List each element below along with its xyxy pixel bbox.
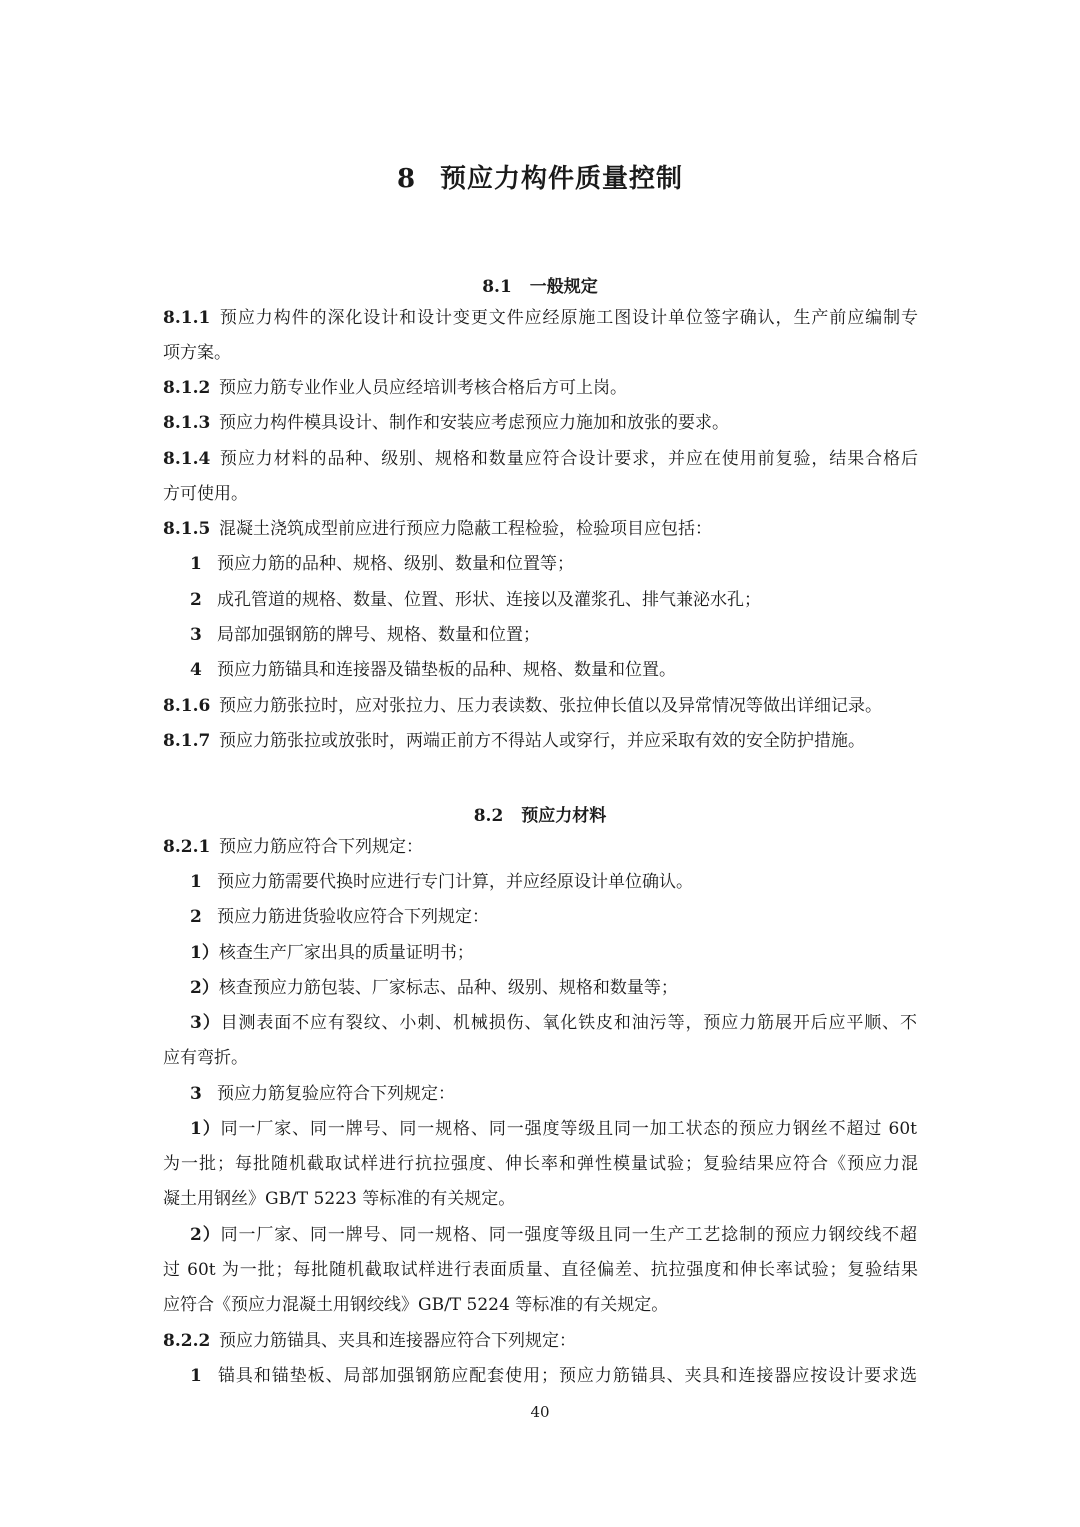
section-title-8-2 [0,801,1080,826]
clause-number: 8.1.7 [163,731,211,751]
item-text: 局部加强钢筋的牌号、规格、数量和位置； [217,625,540,645]
item-text: 锚具和锚垫板、局部加强钢筋应配套使用；预应力筋锚具、夹具和连接器应按设计要求选 [217,1366,917,1386]
clause-text: 预应力筋张拉时，应对张拉力、压力表读数、张拉伸长值以及异常情况等做出详细记录。 [219,696,882,716]
sub-item-number: 2） [190,978,219,998]
sub-item [190,978,678,998]
chapter-number: 8 [396,164,417,194]
section-title-8-1 [0,272,1080,297]
sub-item [190,1225,917,1245]
item-number: 3 [190,1084,202,1104]
clause-8-1-6 [163,696,882,716]
item-number: 2 [190,907,202,927]
sub-item-text: 应有弯折。 [163,1048,248,1068]
chapter-title-text: 预应力构件质量控制 [440,164,684,194]
clause-8-1-7 [163,731,865,751]
item-text: 预应力筋锚具和连接器及锚垫板的品种、规格、数量和位置。 [217,660,676,680]
clause-8-1-2 [163,378,627,398]
sub-item-number: 2） [190,1225,221,1245]
list-item [190,590,761,610]
list-item [190,625,540,645]
sub-item-continued [163,1260,918,1280]
sub-item-continued [163,1048,248,1068]
sub-item-text: 凝土用钢丝》GB/T 5223 等标准的有关规定。 [163,1189,516,1209]
clause-8-1-4-continued [163,484,248,504]
section-title-text: 一般规定 [529,277,598,297]
clause-text: 预应力筋张拉或放张时，两端正前方不得站人或穿行，并应采取有效的安全防护措施。 [219,731,865,751]
item-number: 2 [190,590,202,610]
list-item [190,554,574,574]
item-number: 1 [190,1366,202,1386]
sub-item-number: 3） [190,1013,221,1033]
clause-text: 预应力筋应符合下列规定： [219,837,423,857]
sub-item [190,1013,917,1033]
sub-item-number: 1） [190,943,219,963]
clause-text: 预应力筋专业作业人员应经培训考核合格后方可上岗。 [219,378,627,398]
list-item [190,1084,455,1104]
chapter-title [0,158,1080,195]
clause-number: 8.2.2 [163,1331,211,1351]
sub-item-text: 为一批；每批随机截取试样进行抗拉强度、伸长率和弹性模量试验；复验结果应符合《预应力混 [163,1154,918,1174]
sub-item-text: 过 60t 为一批；每批随机截取试样进行表面质量、直径偏差、抗拉强度和伸长率试验；复验结果 [163,1260,918,1280]
sub-item-text: 目测表面不应有裂纹、小刺、机械损伤、氧化铁皮和油污等，预应力筋展开后应平顺、不 [220,1013,917,1033]
sub-item-text: 同一厂家、同一牌号、同一规格、同一强度等级且同一生产工艺捻制的预应力钢绞线不超 [220,1225,917,1245]
clause-text: 项方案。 [163,343,231,363]
item-text: 成孔管道的规格、数量、位置、形状、连接以及灌浆孔、排气兼泌水孔； [217,590,761,610]
clause-text: 预应力构件的深化设计和设计变更文件应经原施工图设计单位签字确认，生产前应编制专 [219,308,918,328]
sub-item-continued [163,1154,918,1174]
sub-item-text: 同一厂家、同一牌号、同一规格、同一强度等级且同一加工状态的预应力钢丝不超过 60t [220,1119,917,1139]
list-item [190,1366,917,1386]
clause-number: 8.1.6 [163,696,211,716]
clause-8-1-3 [163,413,729,433]
clause-text: 预应力筋锚具、夹具和连接器应符合下列规定： [219,1331,576,1351]
item-number: 1 [190,872,202,892]
clause-8-2-1 [163,837,423,857]
clause-8-2-2 [163,1331,576,1351]
clause-number: 8.1.5 [163,519,211,539]
section-title-text: 预应力材料 [521,806,607,826]
sub-item-continued [163,1189,515,1209]
list-item [190,660,676,680]
item-text: 预应力筋需要代换时应进行专门计算，并应经原设计单位确认。 [217,872,693,892]
item-text: 预应力筋进货验收应符合下列规定： [217,907,489,927]
clause-text: 预应力材料的品种、级别、规格和数量应符合设计要求，并应在使用前复验，结果合格后 [219,449,918,469]
clause-number: 8.1.3 [163,413,211,433]
clause-text: 预应力构件模具设计、制作和安装应考虑预应力施加和放张的要求。 [219,413,729,433]
list-item [190,907,489,927]
clause-number: 8.2.1 [163,837,211,857]
sub-item-text: 核查生产厂家出具的质量证明书； [218,943,474,963]
item-text: 预应力筋复验应符合下列规定： [217,1084,455,1104]
item-number: 4 [190,660,202,680]
clause-8-1-1 [163,308,918,328]
sub-item [190,943,474,963]
clause-8-1-4 [163,449,918,469]
sub-item-number: 1） [190,1119,221,1139]
clause-number: 8.1.4 [163,449,211,469]
list-item [190,872,693,892]
clause-text: 混凝土浇筑成型前应进行预应力隐蔽工程检验，检验项目应包括： [219,519,712,539]
clause-number: 8.1.2 [163,378,211,398]
clause-8-1-1-continued [163,343,231,363]
sub-item-continued [163,1295,668,1315]
clause-text: 方可使用。 [163,484,248,504]
section-number: 8.1 [482,277,512,297]
section-number: 8.2 [473,806,504,826]
clause-number: 8.1.1 [163,308,211,328]
item-number: 3 [190,625,202,645]
item-number: 1 [190,554,202,574]
sub-item-text: 核查预应力筋包装、厂家标志、品种、级别、规格和数量等； [218,978,678,998]
item-text: 预应力筋的品种、规格、级别、数量和位置等； [217,554,574,574]
clause-8-1-5 [163,519,712,539]
sub-item-text: 应符合《预应力混凝土用钢绞线》GB/T 5224 等标准的有关规定。 [163,1295,669,1315]
page-number: 40 [530,1403,550,1421]
sub-item [190,1119,917,1139]
